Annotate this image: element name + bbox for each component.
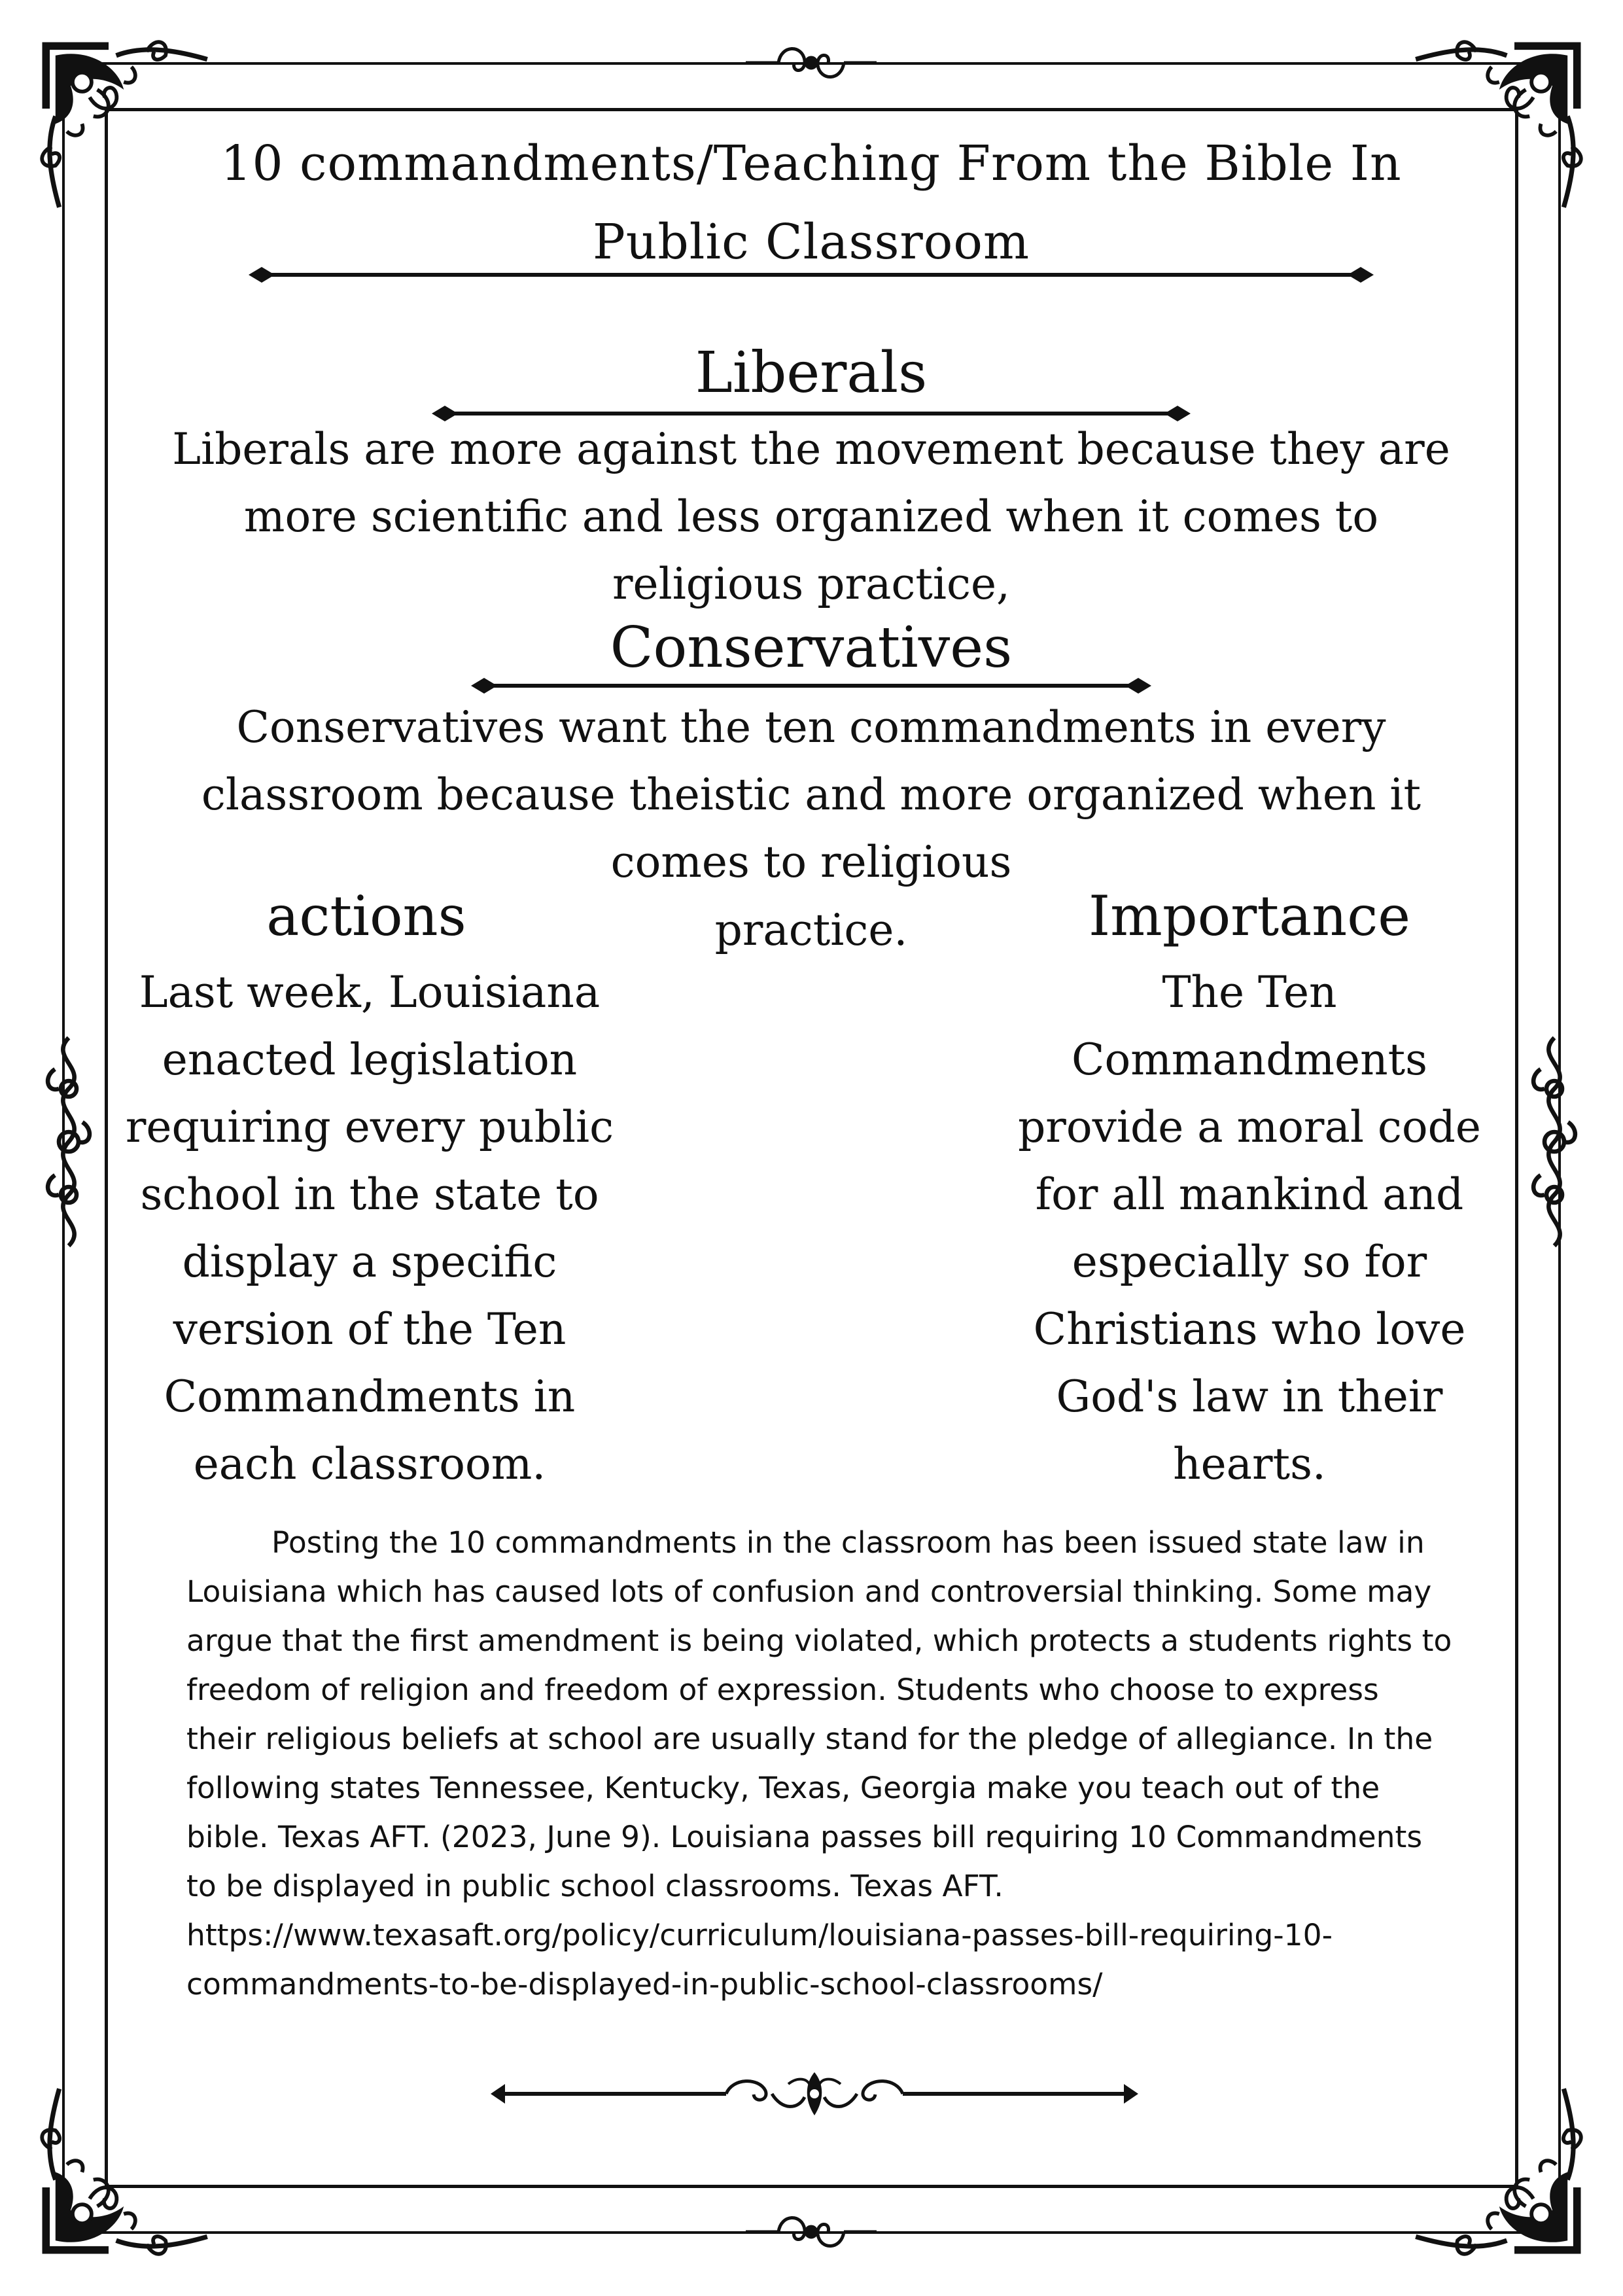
- liberals-text: Liberals are more against the movement because they are more scientific and less organized when it comes to religious practice,: [172, 424, 1450, 609]
- conservatives-text-tail: practice.: [714, 905, 908, 955]
- corner-ornament-bottom-right-icon: [1401, 2074, 1590, 2263]
- bottom-flourish-divider-icon: [491, 2064, 1138, 2123]
- liberals-heading: Liberals: [695, 340, 928, 406]
- actions-text: Last week, Louisiana enacted legislation requiring every public school in the state to display a specific version of the Ten Commandments in each classroom.: [125, 967, 614, 1489]
- conservatives-text: Conservatives want the ten commandments in every classroom because theistic and more organized when it comes to religious: [201, 702, 1422, 887]
- title-divider-icon: [249, 262, 1374, 288]
- importance-heading: Importance: [1088, 884, 1411, 948]
- side-ornament-right-icon: [1525, 1034, 1584, 1250]
- bottom-center-ornament-icon: [739, 2203, 883, 2262]
- corner-ornament-bottom-left-icon: [33, 2074, 222, 2263]
- top-center-ornament-icon: [739, 34, 883, 93]
- body-paragraph: Posting the 10 commandments in the classroom has been issued state law in Louisiana which has caused lots of confusion and controversial thinking. Some may argue that the first amendment is being violated, which protects a students rights to freedom of religion and freedom of expression. Students who choose to express their religious beliefs at school are usually stand for the pledge of allegiance. In the following states Tennessee, Kentucky, Texas, Georgia make you teach out of the bible. Texas AFT. (2023, June 9). Louisiana passes bill requiring 10 Commandments to be displayed in public school classrooms. Texas AFT. https://www.texasaft.org/policy/curriculum/louisiana-passes-bill-requiring-10-commandments-to-be-displayed-in-public-school-classrooms/: [186, 1525, 1452, 2002]
- conservatives-heading: Conservatives: [610, 615, 1013, 680]
- side-ornament-left-icon: [39, 1034, 98, 1250]
- page-title: 10 commandments/Teaching From the Bible In Public Classroom: [220, 135, 1402, 270]
- importance-text: The Ten Commandments provide a moral code for all mankind and especially so for Christians who love God's law in their hearts.: [1018, 967, 1481, 1489]
- actions-heading: actions: [266, 884, 466, 948]
